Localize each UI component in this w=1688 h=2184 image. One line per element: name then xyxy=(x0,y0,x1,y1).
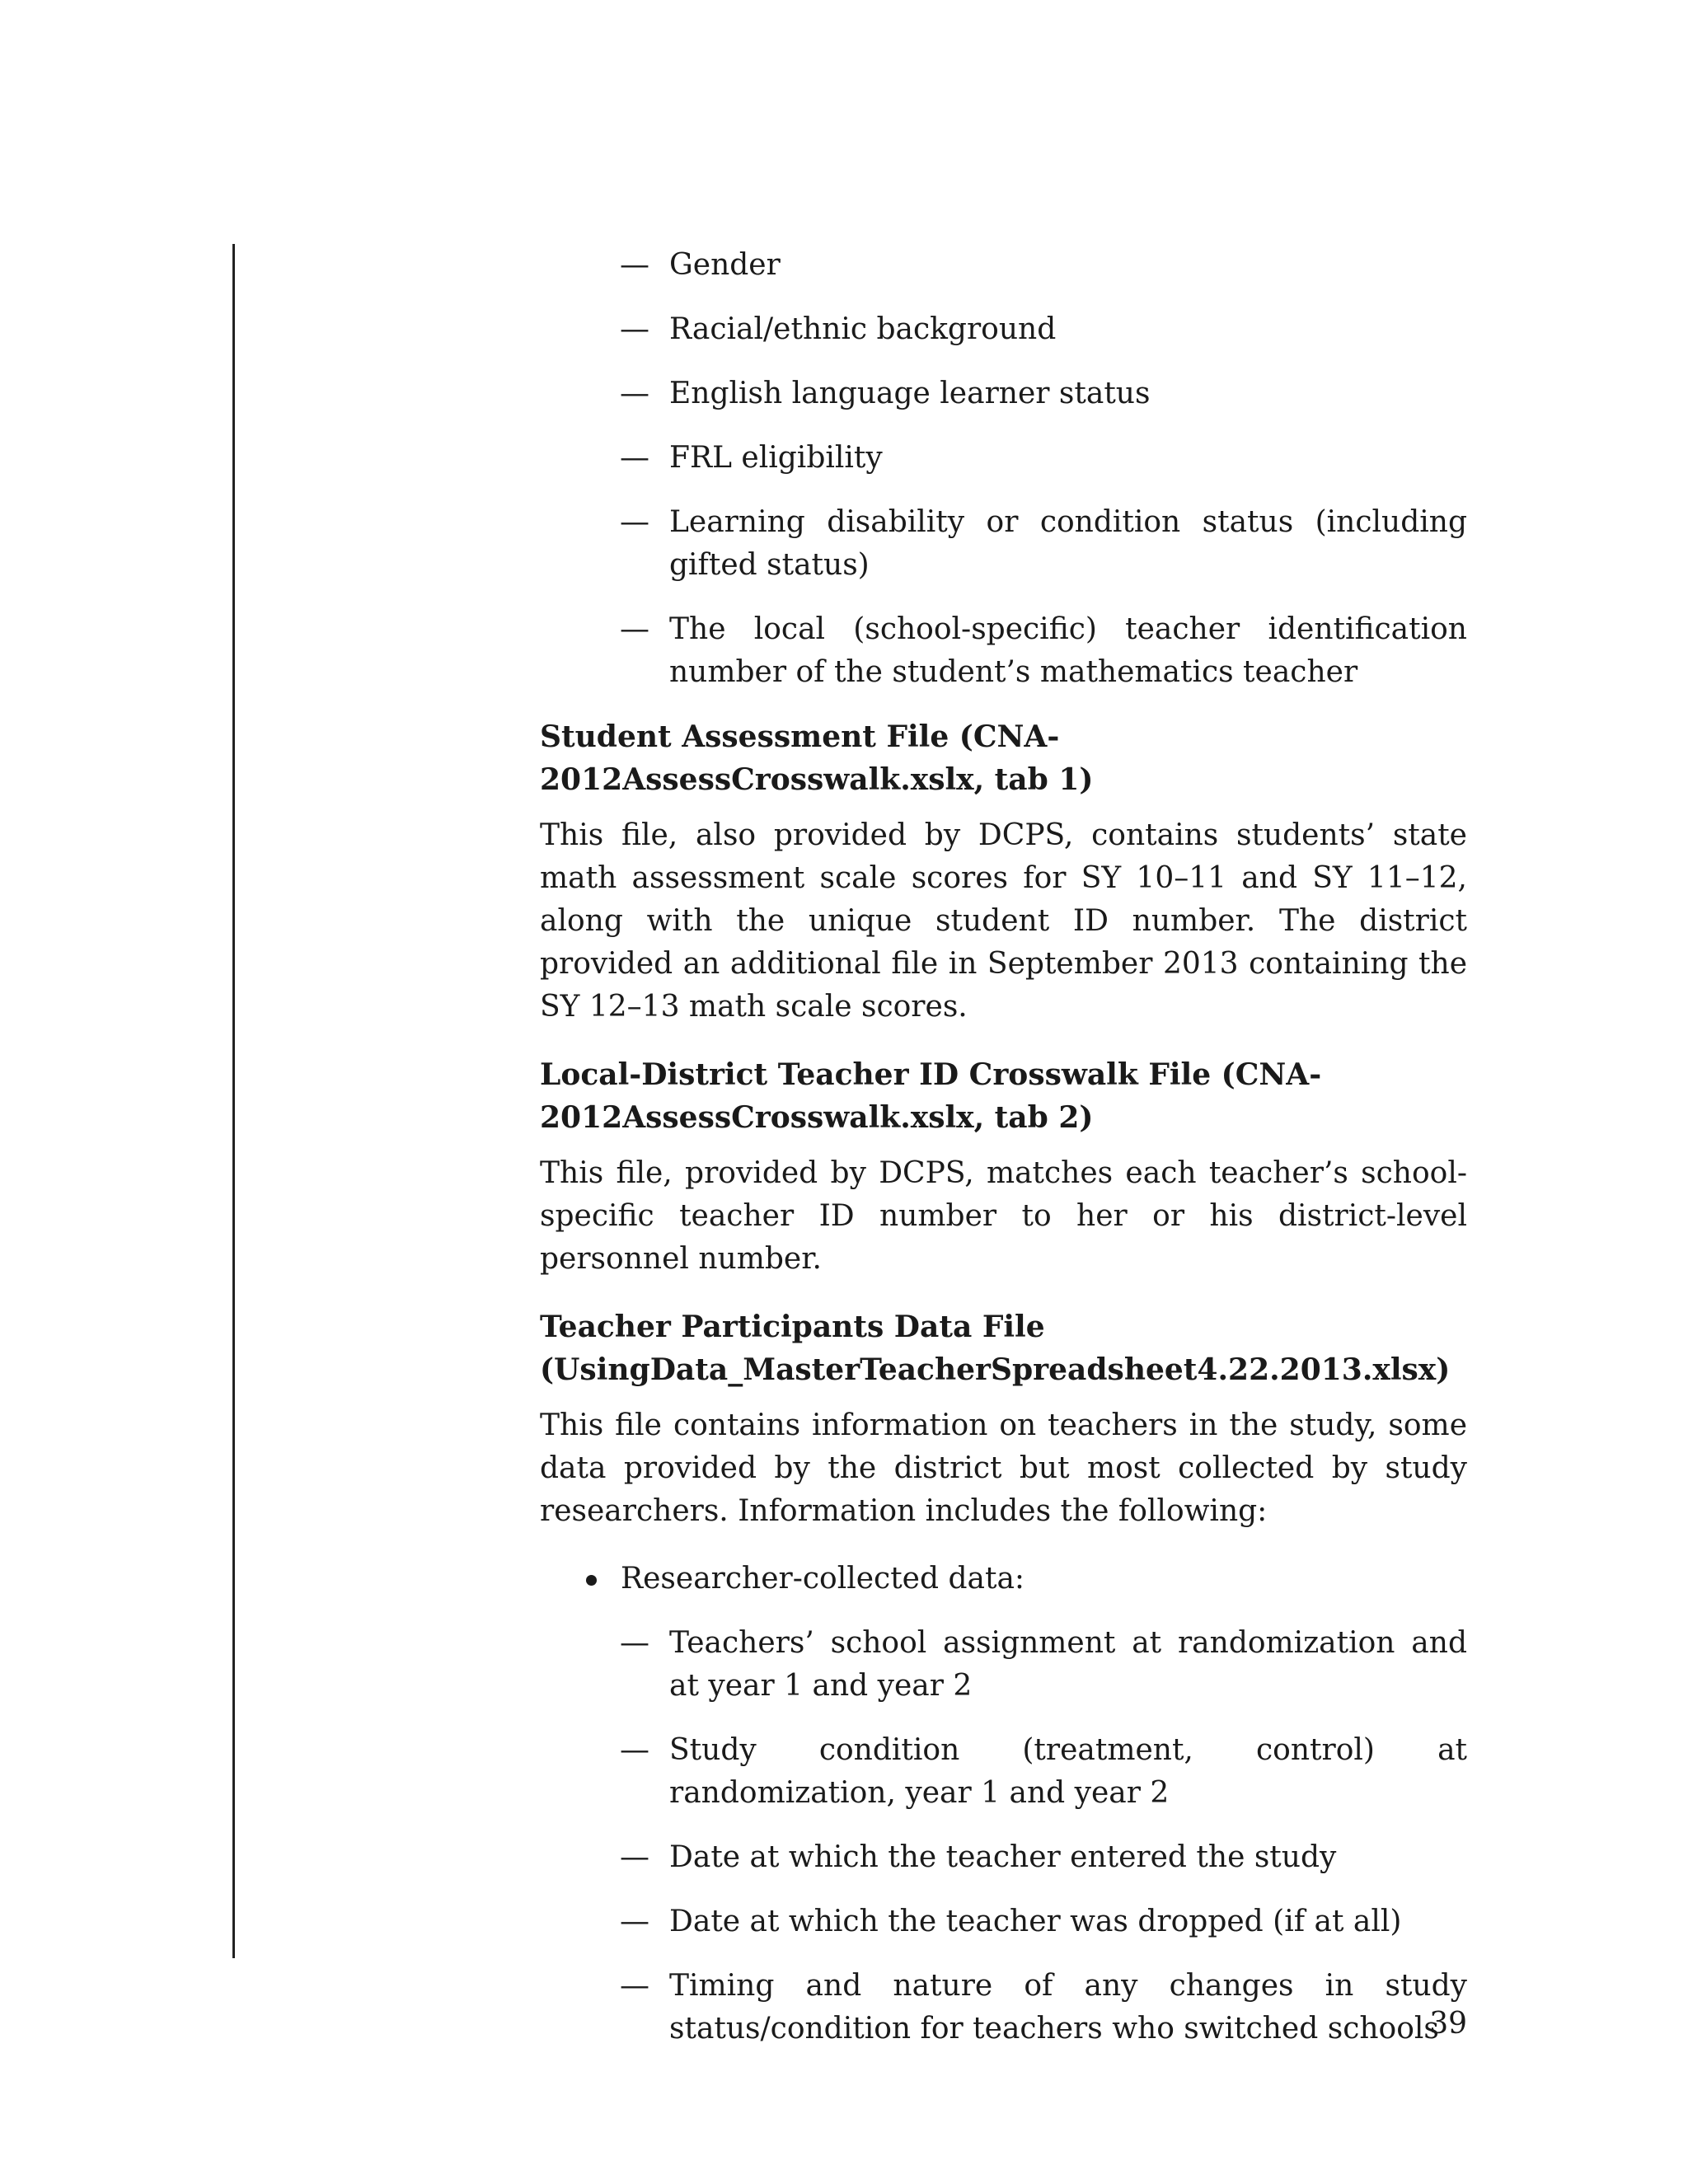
dash-marker: — xyxy=(620,248,649,282)
researcher-data-list xyxy=(540,1622,1467,2050)
dash-marker: — xyxy=(620,1969,649,2003)
bullet-dot-icon xyxy=(586,1575,597,1586)
section-body-teacher-id-crosswalk: This file, provided by DCPS, matches each teacher’s school-specific teacher ID number to her or his district-level personnel number. xyxy=(540,1156,1467,1276)
dash-marker: — xyxy=(620,505,649,539)
dash-marker: — xyxy=(620,312,649,346)
dash-marker: — xyxy=(620,612,649,646)
section-heading-teacher-id-crosswalk: Local-District Teacher ID Crosswalk File (CNA-2012AssessCrosswalk.xslx, tab 2) xyxy=(540,1057,1322,1135)
bullet-item-researcher-data xyxy=(540,1558,1467,1601)
list-item-text: Learning disability or condition status (including gifted status) xyxy=(669,505,1467,582)
list-item-text: The local (school-specific) teacher identification number of the student’s mathematics teacher xyxy=(669,612,1467,689)
dash-marker: — xyxy=(620,1840,649,1874)
list-item xyxy=(540,1622,1467,1708)
section-heading-teacher-participants: Teacher Participants Data File (UsingData_MasterTeacherSpreadsheet4.22.2013.xlsx) xyxy=(540,1310,1451,1387)
dash-marker: — xyxy=(620,1905,649,1938)
list-item-text: Date at which the teacher entered the study xyxy=(669,1840,1337,1874)
list-item-text: Timing and nature of any changes in study status/condition for teachers who switched schools xyxy=(669,1969,1467,2046)
list-item-text: Study condition (treatment, control) at randomization, year 1 and year 2 xyxy=(669,1733,1467,1810)
dash-marker: — xyxy=(620,441,649,475)
list-item xyxy=(540,373,1467,415)
list-item xyxy=(540,1965,1467,2050)
list-item-text: Teachers’ school assignment at randomization and at year 1 and year 2 xyxy=(669,1626,1467,1703)
dash-marker: — xyxy=(620,377,649,410)
page-content xyxy=(540,244,1467,2072)
demographics-list xyxy=(540,244,1467,694)
list-item-text: English language learner status xyxy=(669,377,1151,410)
bullet-label: Researcher-collected data: xyxy=(621,1562,1025,1596)
list-item-text: Racial/ethnic background xyxy=(669,312,1057,346)
bullet-list xyxy=(540,1558,1467,1601)
list-item xyxy=(540,1729,1467,1815)
list-item-text: Gender xyxy=(669,248,781,282)
list-item xyxy=(540,1836,1467,1879)
section-body-teacher-participants: This file contains information on teachers in the study, some data provided by the district but most collected by study researchers. Information includes the following: xyxy=(540,1408,1467,1528)
section-heading-student-assessment: Student Assessment File (CNA-2012AssessCrosswalk.xslx, tab 1) xyxy=(540,719,1094,797)
list-item xyxy=(540,501,1467,587)
list-item xyxy=(540,244,1467,287)
list-item-text: FRL eligibility xyxy=(669,441,883,475)
list-item xyxy=(540,608,1467,694)
list-item-text: Date at which the teacher was dropped (if at all) xyxy=(669,1905,1402,1938)
list-item xyxy=(540,1900,1467,1943)
margin-rule xyxy=(232,244,235,1958)
list-item xyxy=(540,308,1467,351)
dash-marker: — xyxy=(620,1733,649,1767)
list-item xyxy=(540,437,1467,480)
page-number: 39 xyxy=(1429,2007,1467,2041)
section-body-student-assessment: This file, also provided by DCPS, contains students’ state math assessment scale scores for SY 10–11 and SY 11–12, along with the unique student ID number. The district provided an additional file in September 2013 containing the SY 12–13 math scale scores. xyxy=(540,818,1467,1024)
dash-marker: — xyxy=(620,1626,649,1660)
